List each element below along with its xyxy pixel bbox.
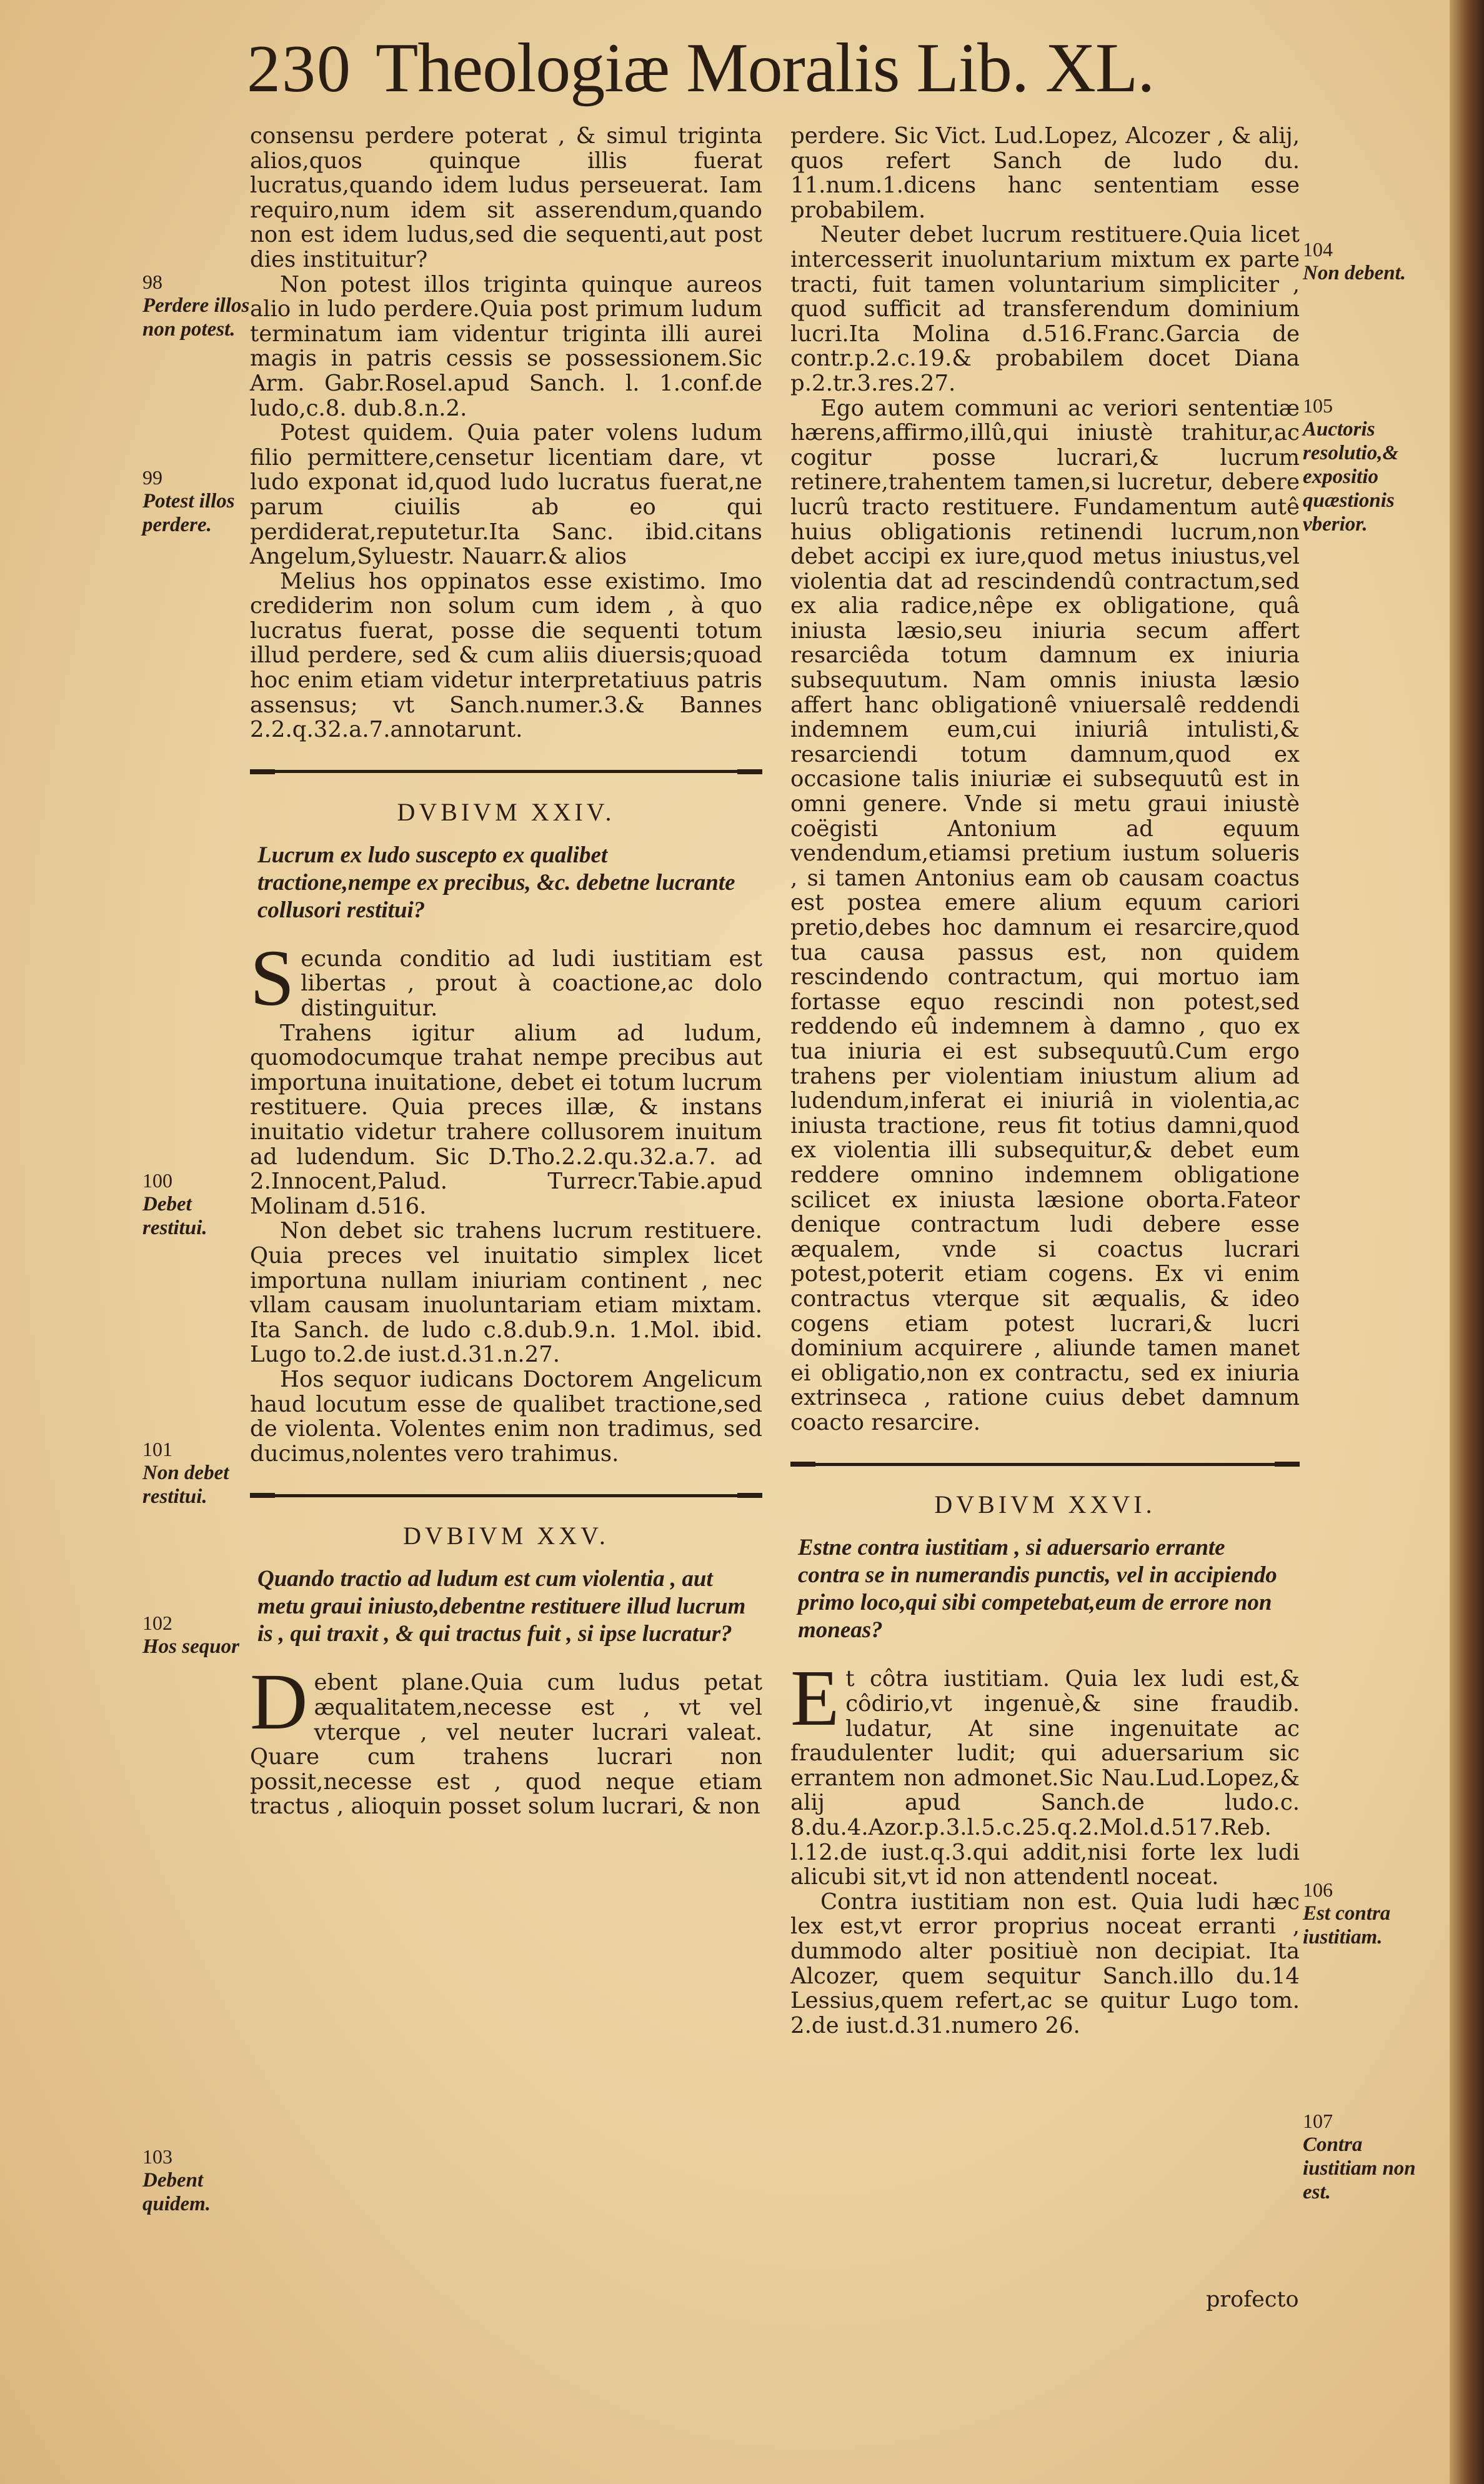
paragraph: ebent plane.Quia cum ludus petat æqualitatem,necesse est , vt vel vterque , vel neuter lucrari valeat. Quare cum trahens lucrari non possit,necesse est , quod neque etiam tractus , alioquin posset solum lucrari, & non bbox=[250, 1670, 762, 1820]
margin-note bbox=[142, 466, 252, 537]
margin-note bbox=[142, 1611, 252, 1658]
drop-cap: D bbox=[250, 1657, 308, 1747]
paragraph: perdere. Sic Vict. Lud.Lopez, Alcozer , & alij, quos refert Sanch de ludo du. 11.num.1.dicens hanc sententiam esse probabilem. bbox=[790, 123, 1300, 223]
margin-note-text: Debent quidem. bbox=[142, 2169, 211, 2215]
paragraph: ecunda conditio ad ludi iustitiam est libertas , prout à coactione,ac dolo distinguitur. bbox=[301, 945, 762, 1022]
page-number: 230 bbox=[247, 32, 352, 106]
paragraph: Neuter debet lucrum restituere.Quia licet intercesserit inuoluntarium mixtum ex parte tracti, fuit tamen voluntarium simpliciter , quod sufficit ad transferendum dominium lucri.Ita Molina d.516.Franc.Garcia de contr.p.2.c.19.& probabilem docet Diana p.2.tr.3.res.27. bbox=[790, 222, 1300, 396]
paragraph: Melius hos oppinatos esse existimo. Imo crediderim non solum cum idem , à quo lucratus fuerat, posse die sequenti totum illud perdere, sed & cum aliis diuersis;quoad hoc enim etiam videtur interpretatiuus patris assensus; vt Sanch.numer.3.& Bannes 2.2.q.32.a.7.annotarunt. bbox=[250, 568, 762, 743]
paragraph: Trahens igitur alium ad ludum, quomodocumque trahat nempe precibus aut importuna inuitatione, debet ei totum lucrum restituere. Quia preces illæ, & instans inuitatio videtur trahere collusorem inuitum ad ludendum. Sic D.Tho.2.2.qu.32.a.7. ad 2.Innocent,Palud. Turrecr.Tabie.apud Molinam d.516. bbox=[250, 1020, 762, 1219]
margin-note bbox=[1303, 394, 1428, 536]
margin-note bbox=[1303, 237, 1428, 285]
catchword: profecto bbox=[1206, 2287, 1299, 2312]
margin-note-text: Debet restitui. bbox=[142, 1193, 207, 1239]
margin-note-text: Non debent. bbox=[1303, 262, 1406, 284]
margin-note-number: 107 bbox=[1303, 2110, 1333, 2132]
margin-note-number: 98 bbox=[142, 271, 162, 293]
margin-note bbox=[142, 1437, 252, 1509]
dubium-question: Lucrum ex ludo suscepto ex qualibet tractione,nempe ex precibus, &c. debetne lucrante collusori restitui? bbox=[257, 842, 735, 923]
right-column bbox=[790, 124, 1300, 2038]
margin-note-number: 101 bbox=[142, 1438, 172, 1460]
margin-note bbox=[1303, 1878, 1428, 1949]
running-header bbox=[247, 28, 1309, 112]
margin-note-text: Hos sequor bbox=[142, 1635, 239, 1658]
margin-note-number: 100 bbox=[142, 1169, 172, 1192]
margin-note-text: Contra iustitiam non est. bbox=[1303, 2133, 1416, 2203]
margin-note-text: Non debet restitui. bbox=[142, 1462, 229, 1508]
section-divider bbox=[790, 1461, 1300, 1467]
margin-note bbox=[142, 1169, 252, 1240]
dropcap-paragraph bbox=[250, 933, 762, 1022]
margin-note-number: 103 bbox=[142, 2145, 172, 2168]
paragraph: Ego autem communi ac veriori sententiæ hærens,affirmo,illû,qui iniustè trahitur,ac cogitur posse lucrari,& lucrum retinere,trahentem tamen,si lucretur, debere lucrû tracto restituere. Fundamentum autê huius obligationis retinendi lucrum,non debet accipi ex iure,quod metus iniustus,vel violentia dat ad rescindendû contractum,sed ex alia radice,nêpe ex obligatione, quâ iniusta læsio,seu iniuria secum affert resarciêda totum damnum ex iniuria subsequutum. Nam omnis iniusta læsio affert hanc obligationê vniuersalê reddendi indemnem eum,cui iniuriâ intulisti,& resarciendi totum damnum,quod ex occasione talis iniuriæ ei subsequutû est in omni genere. Vnde si metu graui iniustè coëgisti Antonium ad equum vendendum,etiamsi pretium iustum solueris , si tamen Antonius eam ob causam coactus est postea emere alium equum cariori pretio,debes hoc damnum ei resarcire,quod tua causa passus est, non quidem rescindendo contractum, qui mortuo iam fortasse equo rescindi non potest,sed reddendo eû indemnem à damno , quo ex tua iniuria ei est subsequutû.Cum ergo trahens per violentiam iniustum alium ad ludendum,inferat ei iniuriâ in violentia,ac iniusta tractione, reus fit totius damni,quod ex violentia illi subsequitur,& debet eum reddere omnino indemnem obligatione scilicet ex iniusta læsione oborta.Fateor denique contractum ludi debere esse æqualem, vnde si coactus lucrari potest,poterit etiam cogens. Ex vi enim contractus vterque sit æqualis, & ideo cogens etiam potest lucrari,& lucri dominium acquirere , aliunde tamen manet ei obligatio,non ex contractu, sed ex iniuria extrinseca , ratione cuius debet damnum coacto resarcire. bbox=[790, 395, 1300, 1435]
paragraph: t côtra iustitiam. Quia lex ludi est,& côdirio,vt ingenuè,& sine fraudib. ludatur, At sine ingenuitate ac fraudulenter ludit; qui aduersarium sic errantem non admonet.Sic Nau.Lud.Lopez,& alij apud Sanch.de ludo.c. 8.du.4.Azor.p.3.l.5.c.25.q.2.Mol.d.517.Reb. l.12.de iust.q.3.qui addit,nisi forte lex ludi alicubi sit,vt id non attendentl noceat. bbox=[790, 1666, 1300, 1890]
paragraph: Non debet sic trahens lucrum restituere. Quia preces vel inuitatio simplex licet importuna nullam iniuriam continent , nec vllam causam inuoluntariam etiam mixtam. Ita Sanch. de ludo c.8.dub.9.n. 1.Mol. ibid. Lugo to.2.de iust.d.31.n.27. bbox=[250, 1218, 762, 1368]
section-divider bbox=[250, 769, 762, 775]
paragraph: Non potest illos triginta quinque aureos alio in ludo perdere.Quia post primum ludum terminatum iam videntur triginta illi aurei magis in patris cessis se possessionem.Sic Arm. Gabr.Rosel.apud Sanch. l. 1.conf.de ludo,c.8. dub.8.n.2. bbox=[250, 271, 762, 421]
running-title: Theologiæ Moralis Lib. XL. bbox=[376, 29, 1155, 107]
dubium-heading: DVBIVM XXIV. bbox=[397, 797, 615, 826]
margin-note-text: Est contra iustitiam. bbox=[1303, 1902, 1391, 1948]
dubium-question: Estne contra iustitiam , si aduersario errante contra se in numerandis punctis, vel in accipiendo primo loco,qui sibi competebat,eum de errore non moneas? bbox=[798, 1535, 1277, 1644]
margin-note bbox=[142, 2145, 252, 2216]
margin-note-number: 104 bbox=[1303, 238, 1333, 261]
margin-note-number: 106 bbox=[1303, 1878, 1333, 1901]
margin-note-text: Perdere illos non potest. bbox=[142, 294, 250, 341]
dropcap-paragraph bbox=[790, 1654, 1300, 1890]
dubium-heading: DVBIVM XXVI. bbox=[934, 1490, 1156, 1519]
page-gutter-shadow bbox=[1450, 0, 1484, 2484]
paragraph: Contra iustitiam non est. Quia ludi hæc lex est,vt error proprius noceat erranti , dummodo alter positiuè non decipiat. Ita Alcozer, quem sequitur Sanch.illo du.14 Lessius,quem refert,ac se quitur Lugo tom. 2.de iust.d.31.numero 26. bbox=[790, 1888, 1300, 2038]
drop-cap: E bbox=[790, 1654, 840, 1743]
drop-cap: S bbox=[250, 933, 295, 1022]
margin-note bbox=[142, 270, 252, 341]
margin-note-text: Potest illos perdere. bbox=[142, 490, 235, 536]
dubium-heading: DVBIVM XXV. bbox=[403, 1522, 609, 1550]
margin-note-number: 102 bbox=[142, 1612, 172, 1634]
section-divider bbox=[250, 1492, 762, 1499]
dropcap-paragraph bbox=[250, 1657, 762, 1820]
paragraph: Potest quidem. Quia pater volens ludum filio permittere,censetur licentiam dare, vt ludo exponat id,quod ludo lucratus fuerat,ne parum ciuilis ab eo qui perdiderat,reputetur.Ita Sanc. ibid.citans Angelum,Syluestr. Nauarr.& alios bbox=[250, 420, 762, 570]
margin-note-number: 105 bbox=[1303, 394, 1333, 417]
margin-note bbox=[1303, 2109, 1428, 2204]
paragraph: consensu perdere poterat , & simul triginta alios,quos quinque illis fuerat lucratus,quando idem ludus perseuerat. Iam requiro,num idem sit asserendum,quando non est idem ludus,sed die sequenti,aut post dies instituitur? bbox=[250, 123, 762, 272]
margin-note-number: 99 bbox=[142, 466, 162, 489]
paragraph: Hos sequor iudicans Doctorem Angelicum haud locutum esse de qualibet tractione,sed de violenta. Volentes enim non tradimus, sed ducimus,nolentes vero trahimus. bbox=[250, 1366, 762, 1467]
margin-note-text: Auctoris resolutio,& expositio quæstionis vberior. bbox=[1303, 418, 1399, 536]
dubium-question: Quando tractio ad ludum est cum violentia , aut metu graui iniusto,debentne restituere illud lucrum is , qui traxit , & qui tractus fuit , si ipse lucratur? bbox=[257, 1566, 746, 1647]
left-column bbox=[250, 124, 762, 1819]
